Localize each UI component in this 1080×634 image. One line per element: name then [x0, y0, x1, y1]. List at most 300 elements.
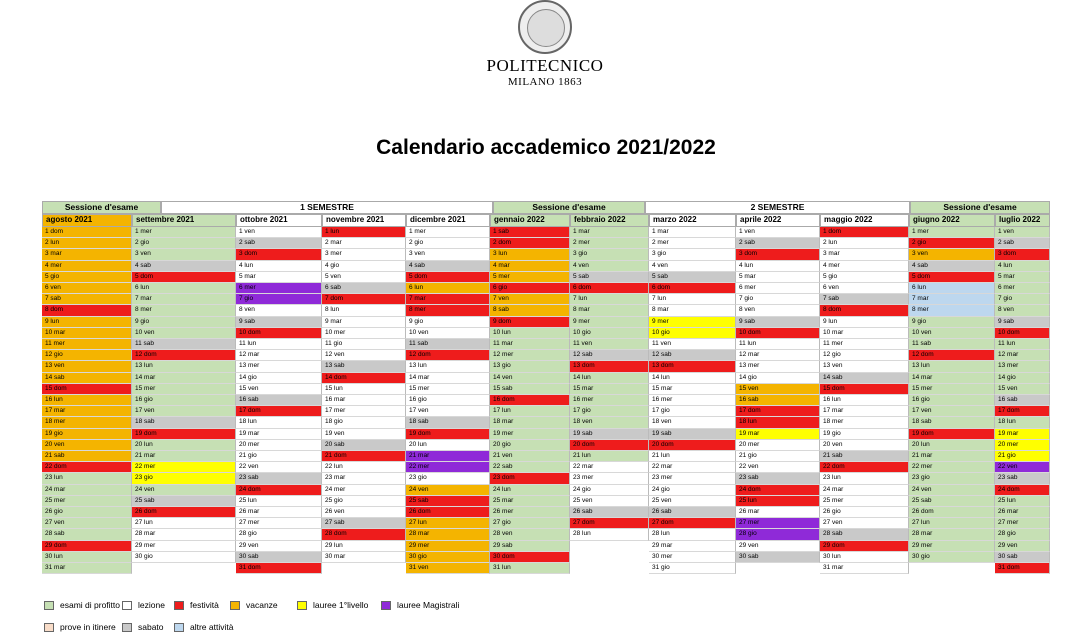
day-cell: 23 lun: [42, 473, 132, 484]
day-cell: 29 dom: [42, 541, 132, 552]
day-cell: 26 mar: [236, 507, 322, 518]
day-cell: 17 mar: [820, 406, 909, 417]
day-cell: 7 sab: [42, 294, 132, 305]
day-cell: 9 gio: [909, 317, 995, 328]
day-cell: 7 sab: [820, 294, 909, 305]
day-cell: 28 lun: [570, 529, 649, 540]
day-cell: 24 dom: [736, 485, 820, 496]
day-cell: 20 ven: [820, 440, 909, 451]
month-header: novembre 2021: [322, 214, 406, 227]
month-header: febbraio 2022: [570, 214, 649, 227]
day-cell: 23 lun: [820, 473, 909, 484]
legend-item: [174, 622, 233, 632]
day-cell: 18 sab: [406, 417, 490, 428]
day-cell: 14 mar: [406, 373, 490, 384]
day-cell: 15 mer: [406, 384, 490, 395]
legend-item: [297, 600, 368, 610]
day-cell: 24 ven: [132, 485, 236, 496]
day-cell: 30 lun: [820, 552, 909, 563]
day-cell: 25 lun: [236, 496, 322, 507]
day-cell: 13 ven: [820, 361, 909, 372]
legend-swatch: [44, 601, 54, 610]
day-cell: 15 dom: [42, 384, 132, 395]
day-cell: 18 mer: [820, 417, 909, 428]
day-cell: 23 gio: [132, 473, 236, 484]
day-cell: 18 mer: [42, 417, 132, 428]
day-cell: 23 gio: [406, 473, 490, 484]
day-cell: 29 mer: [132, 541, 236, 552]
legend-swatch: [230, 601, 240, 610]
day-cell: 20 mer: [736, 440, 820, 451]
day-cell: 30 mer: [649, 552, 736, 563]
day-cell: 13 gio: [490, 361, 570, 372]
day-cell: 20 sab: [322, 440, 406, 451]
day-cell: 17 mar: [42, 406, 132, 417]
day-cell: 19 sab: [649, 429, 736, 440]
seal-icon: [518, 0, 572, 54]
day-cell: 19 mer: [490, 429, 570, 440]
day-cell: 21 gio: [236, 451, 322, 462]
day-cell: 25 sab: [406, 496, 490, 507]
day-cell: 26 sab: [570, 507, 649, 518]
day-cell: 1 ven: [236, 227, 322, 238]
day-cell: 24 dom: [995, 485, 1050, 496]
day-cell: 5 gio: [820, 272, 909, 283]
day-cell: 12 mer: [490, 350, 570, 361]
day-cell: 31 ven: [406, 563, 490, 574]
day-cell: 5 mar: [995, 272, 1050, 283]
day-cell: 6 mer: [995, 283, 1050, 294]
day-cell: 13 mer: [236, 361, 322, 372]
day-cell: 7 gio: [736, 294, 820, 305]
day-cell: 25 mer: [42, 496, 132, 507]
day-cell: 23 sab: [236, 473, 322, 484]
day-cell: 14 dom: [322, 373, 406, 384]
day-cell: 29 dom: [820, 541, 909, 552]
day-cell: 13 lun: [132, 361, 236, 372]
day-cell: 18 gio: [322, 417, 406, 428]
day-cell: 18 lun: [236, 417, 322, 428]
day-cell: 11 sab: [909, 339, 995, 350]
day-cell: 4 ven: [570, 261, 649, 272]
day-cell: 19 mar: [236, 429, 322, 440]
day-cell: 4 gio: [322, 261, 406, 272]
day-cell: 18 mar: [490, 417, 570, 428]
day-cell: 23 mer: [649, 473, 736, 484]
day-cell: 21 gio: [995, 451, 1050, 462]
legend-label: prove in itinere: [60, 622, 116, 632]
legend-swatch: [122, 623, 132, 632]
day-cell: 2 mer: [570, 238, 649, 249]
day-cell: 22 dom: [42, 462, 132, 473]
day-cell: 11 mar: [490, 339, 570, 350]
legend-label: lauree Magistrali: [397, 600, 460, 610]
day-cell: 22 mer: [132, 462, 236, 473]
month-header: agosto 2021: [42, 214, 132, 227]
legend-label: vacanze: [246, 600, 278, 610]
month-header: marzo 2022: [649, 214, 736, 227]
day-cell: 29 lun: [322, 541, 406, 552]
day-cell: 25 sab: [132, 496, 236, 507]
day-cell: 26 mar: [995, 507, 1050, 518]
day-cell: 22 sab: [490, 462, 570, 473]
month-header: aprile 2022: [736, 214, 820, 227]
day-cell: 13 lun: [406, 361, 490, 372]
legend-item: [381, 600, 459, 610]
day-cell: 21 mar: [909, 451, 995, 462]
day-cell: 26 mar: [736, 507, 820, 518]
day-cell: 12 mar: [995, 350, 1050, 361]
header-exam-session-2: Sessione d'esame: [493, 201, 645, 214]
day-cell: 1 ven: [736, 227, 820, 238]
day-cell: 30 gio: [406, 552, 490, 563]
day-cell: 24 dom: [236, 485, 322, 496]
day-cell: 7 gio: [236, 294, 322, 305]
day-cell: 19 dom: [132, 429, 236, 440]
day-cell: 22 dom: [820, 462, 909, 473]
day-cell: 22 ven: [995, 462, 1050, 473]
day-cell: 3 ven: [909, 249, 995, 260]
day-cell: 25 sab: [909, 496, 995, 507]
day-cell: 20 lun: [132, 440, 236, 451]
day-cell: 16 lun: [820, 395, 909, 406]
day-cell: 22 mer: [406, 462, 490, 473]
day-cell: 4 mer: [820, 261, 909, 272]
day-cell: 12 dom: [132, 350, 236, 361]
day-cell: 7 lun: [649, 294, 736, 305]
day-cell: 22 ven: [736, 462, 820, 473]
day-cell: 30 sab: [236, 552, 322, 563]
day-cell: 31 gio: [649, 563, 736, 574]
day-cell: 16 sab: [736, 395, 820, 406]
day-cell: 6 ven: [820, 283, 909, 294]
day-cell: 8 mar: [570, 305, 649, 316]
day-cell: 26 gio: [42, 507, 132, 518]
day-cell: 25 gio: [322, 496, 406, 507]
day-cell: 25 lun: [995, 496, 1050, 507]
day-cell: 31 dom: [236, 563, 322, 574]
day-cell: 29 mer: [909, 541, 995, 552]
day-cell: 3 gio: [649, 249, 736, 260]
day-cell: 8 ven: [995, 305, 1050, 316]
day-cell: 23 mar: [322, 473, 406, 484]
day-cell: 24 ven: [406, 485, 490, 496]
day-cell: 2 gio: [406, 238, 490, 249]
month-header: dicembre 2021: [406, 214, 490, 227]
page-title: Calendario accademico 2021/2022: [376, 136, 716, 159]
day-cell: 10 lun: [490, 328, 570, 339]
day-cell: 10 ven: [132, 328, 236, 339]
day-cell: 7 mar: [132, 294, 236, 305]
day-cell: 13 dom: [649, 361, 736, 372]
legend-item: [230, 600, 278, 610]
day-cell: 7 lun: [570, 294, 649, 305]
legend-swatch: [297, 601, 307, 610]
day-cell: 20 ven: [42, 440, 132, 451]
day-cell: 6 mer: [736, 283, 820, 294]
day-cell: 11 sab: [406, 339, 490, 350]
day-cell: 3 dom: [995, 249, 1050, 260]
day-cell: 27 ven: [820, 518, 909, 529]
day-cell: 6 lun: [406, 283, 490, 294]
day-cell: 13 mer: [995, 361, 1050, 372]
day-cell: 11 ven: [649, 339, 736, 350]
day-cell: 10 dom: [736, 328, 820, 339]
day-cell: 14 ven: [490, 373, 570, 384]
day-cell: 14 sab: [820, 373, 909, 384]
day-cell: 30 mar: [322, 552, 406, 563]
day-cell: 12 sab: [649, 350, 736, 361]
day-cell: 8 mar: [649, 305, 736, 316]
day-cell: 24 mar: [42, 485, 132, 496]
legend-item: [44, 622, 116, 632]
day-cell: 9 lun: [42, 317, 132, 328]
month-header: luglio 2022: [995, 214, 1050, 227]
legend-item: [122, 600, 165, 610]
day-cell: 13 dom: [570, 361, 649, 372]
day-cell: 28 lun: [649, 529, 736, 540]
day-cell: 1 lun: [322, 227, 406, 238]
day-cell: 26 dom: [909, 507, 995, 518]
day-cell: 17 ven: [406, 406, 490, 417]
day-cell: 24 gio: [649, 485, 736, 496]
day-cell: 22 mar: [649, 462, 736, 473]
day-cell: 4 mer: [42, 261, 132, 272]
day-cell: 27 ven: [42, 518, 132, 529]
day-cell: 9 gio: [406, 317, 490, 328]
day-cell: 11 sab: [132, 339, 236, 350]
day-cell: 1 ven: [995, 227, 1050, 238]
day-cell: 2 gio: [909, 238, 995, 249]
day-cell: 29 ven: [236, 541, 322, 552]
day-cell: 19 mar: [995, 429, 1050, 440]
day-cell: 22 lun: [322, 462, 406, 473]
day-cell: 4 sab: [406, 261, 490, 272]
day-cell: 17 dom: [236, 406, 322, 417]
day-cell: 19 mar: [736, 429, 820, 440]
day-cell: 3 dom: [236, 249, 322, 260]
day-cell: 24 lun: [490, 485, 570, 496]
day-cell: 2 sab: [736, 238, 820, 249]
day-cell: 16 dom: [490, 395, 570, 406]
day-cell: 3 lun: [490, 249, 570, 260]
day-cell: 8 sab: [490, 305, 570, 316]
day-cell: 26 gio: [820, 507, 909, 518]
day-cell: 4 sab: [132, 261, 236, 272]
day-cell: 25 ven: [649, 496, 736, 507]
day-cell: 17 ven: [132, 406, 236, 417]
day-cell: 16 lun: [42, 395, 132, 406]
day-cell: 28 dom: [322, 529, 406, 540]
day-cell: 27 mer: [736, 518, 820, 529]
day-cell: 21 dom: [322, 451, 406, 462]
day-cell: 2 lun: [42, 238, 132, 249]
day-cell: 1 mar: [649, 227, 736, 238]
day-cell: 14 lun: [649, 373, 736, 384]
day-cell: 9 lun: [820, 317, 909, 328]
day-cell: 8 mer: [406, 305, 490, 316]
day-cell: 3 mer: [322, 249, 406, 260]
day-cell: 26 mer: [490, 507, 570, 518]
day-cell: 19 sab: [570, 429, 649, 440]
day-cell: 14 gio: [995, 373, 1050, 384]
header-exam-session-1: Sessione d'esame: [42, 201, 161, 214]
day-cell: 26 dom: [132, 507, 236, 518]
day-cell: 24 mer: [322, 485, 406, 496]
day-cell: 16 sab: [236, 395, 322, 406]
day-cell: 23 sab: [995, 473, 1050, 484]
day-cell: 7 dom: [322, 294, 406, 305]
day-cell: 6 lun: [132, 283, 236, 294]
day-cell: 30 lun: [42, 552, 132, 563]
day-cell: 7 gio: [995, 294, 1050, 305]
day-cell: 3 ven: [132, 249, 236, 260]
day-cell: 6 mer: [236, 283, 322, 294]
day-cell: 25 lun: [736, 496, 820, 507]
day-cell: 26 ven: [322, 507, 406, 518]
legend-label: festività: [190, 600, 219, 610]
day-cell: 24 mar: [820, 485, 909, 496]
day-cell: 31 lun: [490, 563, 570, 574]
day-cell: 9 sab: [236, 317, 322, 328]
day-cell: 15 mer: [132, 384, 236, 395]
day-cell: 19 dom: [406, 429, 490, 440]
day-cell: 21 sab: [820, 451, 909, 462]
month-header: gennaio 2022: [490, 214, 570, 227]
day-cell: 25 mar: [490, 496, 570, 507]
day-cell: 12 gio: [820, 350, 909, 361]
day-cell: 28 ven: [490, 529, 570, 540]
day-cell: 23 dom: [490, 473, 570, 484]
day-cell: 11 lun: [736, 339, 820, 350]
month-header: ottobre 2021: [236, 214, 322, 227]
day-cell: 17 lun: [490, 406, 570, 417]
day-cell: 20 mer: [236, 440, 322, 451]
day-cell: 16 mer: [570, 395, 649, 406]
day-cell: 18 sab: [909, 417, 995, 428]
day-cell: 11 gio: [322, 339, 406, 350]
day-cell: 23 sab: [736, 473, 820, 484]
day-cell: 20 lun: [406, 440, 490, 451]
day-cell: 6 gio: [490, 283, 570, 294]
day-cell: 2 mar: [322, 238, 406, 249]
day-cell: 4 lun: [995, 261, 1050, 272]
day-cell: 8 dom: [820, 305, 909, 316]
day-cell: 5 mar: [236, 272, 322, 283]
day-cell: 22 ven: [236, 462, 322, 473]
legend-swatch: [44, 623, 54, 632]
day-cell: 10 mar: [820, 328, 909, 339]
day-cell: 27 sab: [322, 518, 406, 529]
day-cell: 27 dom: [570, 518, 649, 529]
day-cell: 20 gio: [490, 440, 570, 451]
day-cell: 1 dom: [820, 227, 909, 238]
day-cell: 10 dom: [995, 328, 1050, 339]
day-cell: 4 lun: [736, 261, 820, 272]
month-header: maggio 2022: [820, 214, 909, 227]
day-cell: 6 ven: [42, 283, 132, 294]
day-cell: 12 dom: [909, 350, 995, 361]
day-cell: 9 dom: [490, 317, 570, 328]
day-cell: 17 dom: [736, 406, 820, 417]
legend-label: altre attività: [190, 622, 234, 632]
day-cell: 16 gio: [132, 395, 236, 406]
day-cell: 27 mer: [236, 518, 322, 529]
legend-label: esami di profitto: [60, 600, 120, 610]
day-cell: 9 mer: [649, 317, 736, 328]
day-cell: 21 mar: [132, 451, 236, 462]
day-cell: 18 ven: [570, 417, 649, 428]
day-cell: 28 sab: [820, 529, 909, 540]
day-cell: 11 mer: [820, 339, 909, 350]
day-cell: 10 mer: [322, 328, 406, 339]
day-cell: 10 ven: [909, 328, 995, 339]
day-cell: 14 gio: [736, 373, 820, 384]
day-cell: 14 sab: [42, 373, 132, 384]
day-cell: 3 ven: [406, 249, 490, 260]
day-cell: 4 lun: [236, 261, 322, 272]
day-cell: 2 sab: [236, 238, 322, 249]
day-cell: 27 gio: [490, 518, 570, 529]
day-cell: 12 gio: [42, 350, 132, 361]
day-cell: 31 dom: [995, 563, 1050, 574]
day-cell: 3 dom: [736, 249, 820, 260]
day-cell: 16 mer: [649, 395, 736, 406]
day-cell: 16 gio: [909, 395, 995, 406]
day-cell: 8 ven: [236, 305, 322, 316]
day-cell: 28 gio: [236, 529, 322, 540]
legend-label: lezione: [138, 600, 165, 610]
day-cell: 6 sab: [322, 283, 406, 294]
day-cell: 7 ven: [490, 294, 570, 305]
day-cell: 22 mar: [570, 462, 649, 473]
day-cell: 10 mar: [42, 328, 132, 339]
day-cell: 8 dom: [42, 305, 132, 316]
day-cell: 6 dom: [570, 283, 649, 294]
day-cell: 1 sab: [490, 227, 570, 238]
day-cell: 19 dom: [909, 429, 995, 440]
day-cell: 23 gio: [909, 473, 995, 484]
day-cell: 3 mar: [820, 249, 909, 260]
day-cell: 20 lun: [909, 440, 995, 451]
day-cell: 28 gio: [736, 529, 820, 540]
day-cell: 19 gio: [820, 429, 909, 440]
day-cell: 30 gio: [132, 552, 236, 563]
day-cell: 13 mer: [736, 361, 820, 372]
day-cell: 15 sab: [490, 384, 570, 395]
legend-label: sabato: [138, 622, 164, 632]
day-cell: 2 gio: [132, 238, 236, 249]
day-cell: 10 ven: [406, 328, 490, 339]
day-cell: 4 sab: [909, 261, 995, 272]
day-cell: 27 dom: [649, 518, 736, 529]
day-cell: 2 dom: [490, 238, 570, 249]
day-cell: 13 ven: [42, 361, 132, 372]
day-cell: 12 mar: [236, 350, 322, 361]
day-cell: 8 mer: [909, 305, 995, 316]
day-cell: 5 gio: [42, 272, 132, 283]
day-cell: 1 mar: [570, 227, 649, 238]
day-cell: 14 mar: [132, 373, 236, 384]
day-cell: 14 gio: [236, 373, 322, 384]
day-cell: 11 lun: [995, 339, 1050, 350]
day-cell: 14 lun: [570, 373, 649, 384]
legend-swatch: [381, 601, 391, 610]
day-cell: 9 mer: [570, 317, 649, 328]
day-cell: 8 lun: [322, 305, 406, 316]
day-cell: 8 mer: [132, 305, 236, 316]
day-cell: 12 dom: [406, 350, 490, 361]
